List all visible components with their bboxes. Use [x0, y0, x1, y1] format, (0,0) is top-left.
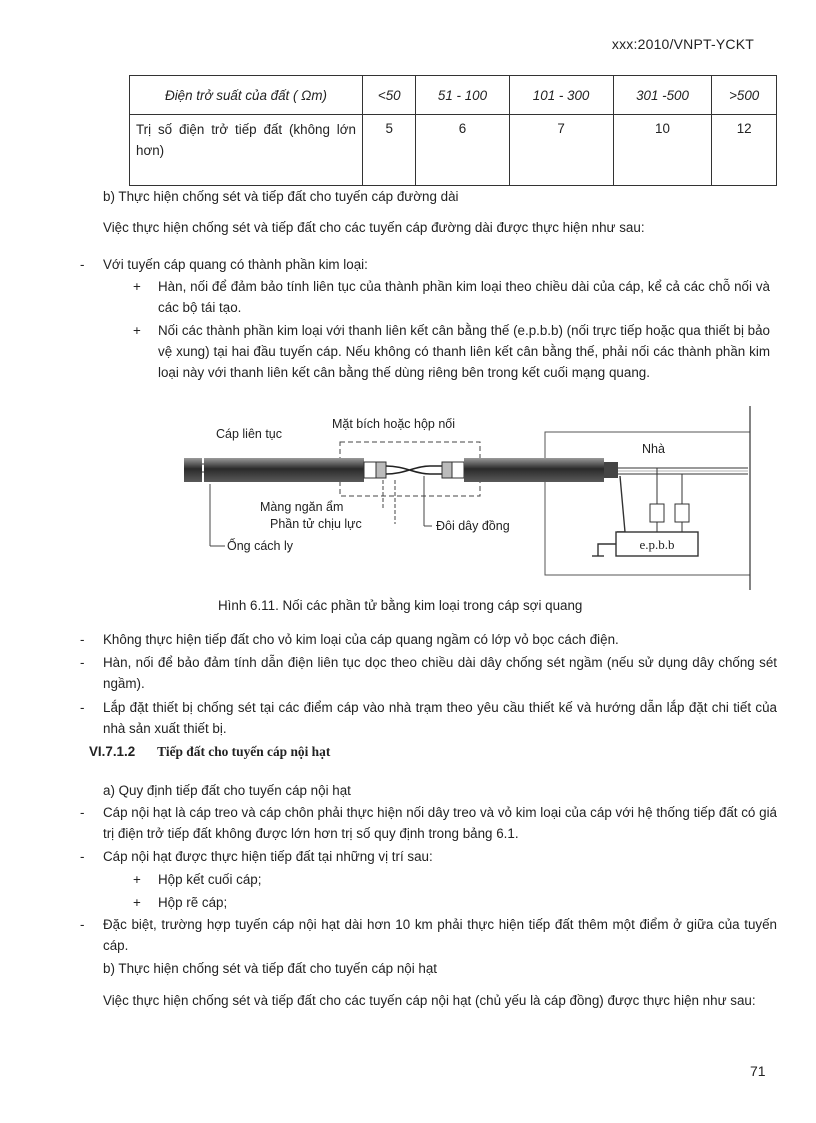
table-cell: 12 [712, 115, 777, 186]
bullet-long-cable: Đặc biệt, trường hợp tuyến cáp nội hạt dài hơn 10 km phải thực hiện tiếp đất thêm một điểm ở giữa của tuyến cáp. [103, 917, 777, 953]
plus-item-termination-box: Hộp kết cuối cáp; [158, 872, 262, 887]
splice-left [376, 462, 386, 478]
label-house: Nhà [642, 442, 665, 456]
subsection-b: b) Thực hiện chống sét và tiếp đất cho tuyến cáp nội hạt [103, 961, 438, 976]
bullet-dash: - [80, 700, 85, 715]
label-isolation-tube: Ống cách ly [227, 539, 294, 553]
label-strength-member: Phần tử chịu lực [270, 517, 362, 531]
label-copper-pair: Đôi dây đồng [436, 519, 510, 533]
copper-wire-pair [386, 466, 442, 474]
label-flange-box: Mặt bích hoặc hộp nối [332, 417, 455, 431]
plus-item-weld: Hàn, nối để đảm bảo tính liên tục của thành phần kim loại theo chiều dài của cáp, kể cả các chỗ nối và các bộ tái tạo. [158, 279, 770, 315]
table-cell: >500 [712, 76, 777, 115]
bullet-plus: + [133, 872, 141, 887]
table-cell: 301 -500 [613, 76, 712, 115]
ground-lead [598, 544, 616, 556]
section-heading [89, 741, 330, 762]
bullet-ground-locations: Cáp nội hạt được thực hiện tiếp đất tại những vị trí sau: [103, 849, 433, 864]
bullet-dash: - [80, 257, 85, 272]
splice-right [452, 462, 464, 478]
subsection-a: a) Quy định tiếp đất cho tuyến cáp nội hạt [103, 783, 351, 798]
splice-left [364, 462, 376, 478]
section-b-intro: Việc thực hiện chống sét và tiếp đất cho các tuyến cáp đường dài được thực hiện như sau: [103, 220, 645, 235]
table-cell: 7 [509, 115, 613, 186]
surge-protector [650, 504, 664, 522]
section-b-title: b) Thực hiện chống sét và tiếp đất cho tuyến cáp đường dài [103, 189, 459, 204]
label-moisture-membrane: Màng ngăn ẩm [260, 500, 344, 514]
table-cell: 5 [363, 115, 416, 186]
closing-paragraph: Việc thực hiện chống sét và tiếp đất cho các tuyến cáp nội hạt (chủ yếu là cáp đồng) được thực hiện như sau: [103, 993, 756, 1008]
bullet-no-ground: Không thực hiện tiếp đất cho vỏ kim loại của cáp quang ngầm có lớp vỏ bọc cách điện. [103, 632, 619, 647]
bullet-install-protector: Lắp đặt thiết bị chống sét tại các điểm cáp vào nhà trạm theo yêu cầu thiết kế và hướng dẫn lắp đặt chi tiết của nhà sản xuất thiết bị. [103, 700, 777, 736]
bullet-metal-cable: Với tuyến cáp quang có thành phần kim loại: [103, 257, 368, 272]
splice-right [442, 462, 452, 478]
bullet-plus: + [133, 279, 141, 294]
bullet-dash: - [80, 917, 85, 932]
table-cell: Điện trở suất của đất ( Ωm) [130, 76, 363, 115]
bullet-weld-lightning: Hàn, nối để bảo đảm tính dẫn điện liên tục dọc theo chiều dài dây chống sét ngầm (nếu sử dụng dây chống sét ngầm). [103, 655, 777, 691]
bullet-dash: - [80, 655, 85, 670]
cable-end-left [184, 458, 202, 482]
table-row [130, 76, 777, 115]
table-cell: 51 - 100 [416, 76, 509, 115]
plus-item-connect: Nối các thành phần kim loại với thanh liên kết cân bằng thế (e.p.b.b) (nối trực tiếp hoặc qua thiết bị bảo vệ xung) tại hai đầu tuyến cáp. Nếu không có thanh liên kết cân bằng thế, phải nối các thành phần kim loại này với thanh liên kết cân bằng thế dùng riêng bên trong kết cuối mạng quang. [158, 323, 770, 380]
cable-segment-left [204, 458, 364, 482]
resistance-table [129, 75, 777, 186]
surge-protector [675, 504, 689, 522]
section-title: Tiếp đất cho tuyến cáp nội hạt [157, 744, 331, 759]
table-cell: 101 - 300 [509, 76, 613, 115]
document-code-header: xxx:2010/VNPT-YCKT [611, 36, 754, 52]
figure-cable-grounding [180, 404, 766, 590]
plus-item-branch-box: Hộp rẽ cáp; [158, 895, 228, 910]
table-cell: 10 [613, 115, 712, 186]
bullet-dash: - [80, 805, 85, 820]
bullet-local-cable-ground: Cáp nội hạt là cáp treo và cáp chôn phải thực hiện nối dây treo và vỏ kim loại của cáp với hệ thống tiếp đất có giá trị điện trở tiếp đất không được lớn hơn trị số quy định trong bảng 6.1. [103, 805, 777, 841]
page-number: 71 [750, 1063, 766, 1079]
label-continuous-cable: Cáp liên tục [216, 427, 283, 441]
ground-conductor [617, 476, 625, 532]
epbb-label: e.p.b.b [639, 537, 675, 552]
table-cell: 6 [416, 115, 509, 186]
section-number: VI.7.1.2 [89, 744, 136, 759]
cable-segment-right [464, 458, 604, 482]
bullet-plus: + [133, 323, 141, 338]
bullet-dash: - [80, 849, 85, 864]
table-row [130, 115, 777, 186]
bullet-plus: + [133, 895, 141, 910]
cable-end-right [604, 462, 618, 478]
table-cell: <50 [363, 76, 416, 115]
table-cell: Trị số điện trở tiếp đất (không lớn hơn) [130, 115, 363, 186]
figure-caption: Hình 6.11. Nối các phần tử bằng kim loại trong cáp sợi quang [218, 598, 583, 613]
bullet-dash: - [80, 632, 85, 647]
